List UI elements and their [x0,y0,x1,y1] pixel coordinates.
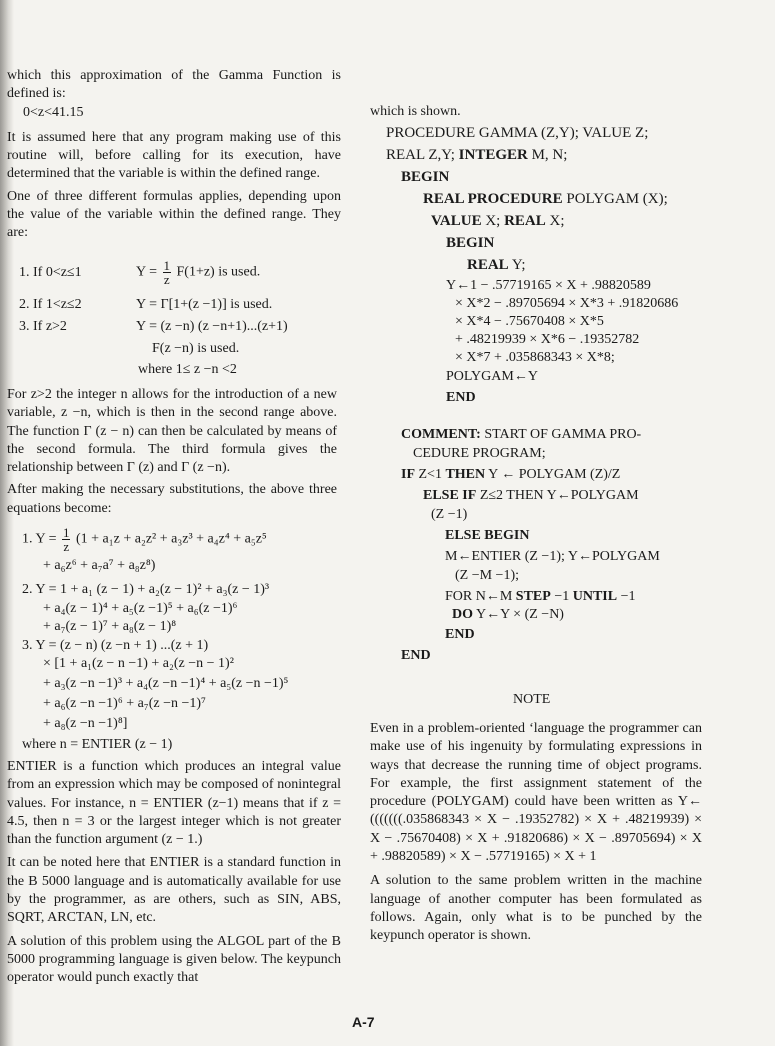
code-line-5 [431,213,565,230]
code-token: FOR N←M [445,589,513,604]
code-keyword: REAL PROCEDURE [423,191,563,207]
machine-paragraph: A solution to the same problem written in the machine language of another computer has been formulated as follows. Again, only what is to be punched by the keypunch operator is shown. [370,873,702,944]
code-keyword: THEN [445,467,486,482]
code-keyword: ELSE IF [423,488,477,503]
code-token: Y ← POLYGAM (Z)/Z [488,467,621,482]
intro-text: which this approximation of the Gamma Function is defined is: [7,68,341,102]
code-token: Y←Y × (Z −N) [475,607,564,622]
code-keyword: UNTIL [572,589,618,604]
code-line-20: ELSE BEGIN [445,528,530,543]
code-keyword: VALUE [431,213,482,229]
equation-3-where: where n = ENTIER (z − 1) [22,737,173,752]
para-n: For z>2 the integer n allows for the introduction of a new variable, z −n, which is then in the second range above. The function Γ (z − n) can then be calculated by means of the second formula. The third formula gives the relationship between Γ (z) and Γ (z −n). [7,387,337,476]
code-keyword: STEP [515,589,551,604]
one-of-paragraph: One of three different formulas applies, depending upon the value of the variable within the defined range. They are: [7,188,341,241]
formula-3-where: where 1≤ z −n <2 [138,362,237,377]
assume-paragraph: It is assumed here that any program making use of this routine will, before calling for its execution, have determined that the variable is within the defined range. [7,129,341,182]
code-keyword: IF [401,467,415,482]
code-line-14: END [446,390,476,405]
code-token: POLYGAM (X); [566,191,668,207]
entier-paragraph: ENTIER is a function which produces an integral value from an expression which may be composed of nonintegral values. For instance, n = ENTIER (z−1) means that if z = 4.5, then n = 3 or the largest integer which is not greater than the function argument (z − 1.) [7,759,341,848]
formula-1 [136,259,260,286]
code-token: REAL Z,Y; [386,147,455,163]
code-line-22: (Z −M −1); [455,568,520,583]
code-line-13: POLYGAM←Y [446,369,538,384]
formula-2: Y = Γ[1+(z −1)] is used. [136,297,273,312]
code-token: Z<1 [418,467,442,482]
code-line-24 [452,607,564,623]
code-line-4 [423,191,668,208]
equation-3-cont1: × [1 + a₁(z − n −1) + a₂(z −n − 1)² [43,656,234,671]
code-line-7 [467,257,526,274]
right-column-bottom [370,720,702,946]
code-line-6: BEGIN [446,235,495,251]
code-line-8: Y←1 − .57719165 × X + .98820589 [446,278,651,293]
code-token: X; [549,213,565,229]
code-token: X; [485,213,501,229]
code-line-26: END [401,648,431,663]
equation-2-cont1: + a₄(z − 1)⁴ + a₅(z −1)⁵ + a₆(z −1)⁶ [43,601,238,616]
code-line-10: × X*4 − .75670408 × X*5 [455,314,604,329]
formula-1-lhs: Y = [136,264,157,280]
fraction-numerator: 1 [62,525,70,540]
code-line-1: PROCEDURE GAMMA (Z,Y); VALUE Z; [386,125,649,141]
code-token: −1 [554,589,570,604]
formula-1-fraction [163,259,172,286]
equation-3: 3. Y = (z − n) (z −n + 1) ...(z + 1) [22,638,209,653]
code-keyword: DO [452,607,473,622]
code-token: START OF GAMMA PRO- [484,427,642,442]
equation-1 [22,526,267,553]
equation-3-cont3: + a₆(z −n −1)⁶ + a₇(z −n −1)⁷ [43,696,206,711]
after-paragraph: After making the necessary substitutions, the above three equations become: [7,482,337,516]
formula-1-rhs: F(1+z) is used. [176,264,261,280]
code-keyword: REAL [504,213,546,229]
equation-1-rhs: (1 + a₁z + a₂z² + a₃z³ + a₄z⁴ + a₅z⁵ [75,531,267,547]
code-line-9: × X*2 − .89705694 × X*3 + .91820686 [455,296,679,311]
equation-3-cont4: + a₈(z −n −1)⁸] [43,716,128,731]
note-paragraph: Even in a problem-oriented ‘language the programmer can make use of his ingenuity by formulating expressions in ways that decrease the running time of object programs. For example, the first assignment statement of the procedure (POLYGAM) could have been written as Y← (((((((.035868343 × X − .19352782) × X + .48219939) × X − .75670408) × X + .91820686) × X − .89705694) × X + .98820589) × X − .57719165) × X + 1 [370,721,702,865]
code-line-16: CEDURE PROGRAM; [413,446,546,461]
code-line-23 [445,589,635,605]
formula-3: Y = (z −n) (z −n+1)...(z+1) [136,319,288,334]
formula-2-condition: 2. If 1<z≤2 [19,297,82,312]
code-keyword: REAL [467,257,509,273]
equation-3-cont2: + a₃(z −n −1)³ + a₄(z −n −1)⁴ + a₅(z −n −1)⁵ [43,676,289,691]
code-line-19: (Z −1) [431,507,468,522]
code-token: Z≤2 THEN Y←POLYGAM [479,488,639,503]
code-token: Y; [511,257,526,273]
page-number: A-7 [352,1014,375,1030]
code-line-3: BEGIN [401,169,450,185]
formula-3-line2: F(z −n) is used. [152,341,240,356]
code-line-17 [401,467,620,483]
range-text: 0<z<41.15 [23,104,84,120]
code-keyword: INTEGER [458,147,528,163]
equation-1-cont: + a₆z⁶ + a₇a⁷ + a₈z⁸) [43,558,156,573]
equation-2: 2. Y = 1 + a₁ (z − 1) + a₂(z − 1)² + a₃(z − 1)³ [22,582,270,597]
code-token: M, N; [531,147,568,163]
noted-paragraph: It can be noted here that ENTIER is a standard function in the B 5000 language and is automatically available for use by the programmer, as are others, such as SIN, ABS, SQRT, ARCTAN, LN, etc. [7,855,341,926]
code-line-11: + .48219939 × X*6 − .19352782 [455,332,640,347]
code-line-12: × X*7 + .035868343 × X*8; [455,350,615,365]
equation-1-fraction [62,526,71,553]
note-heading: NOTE [513,692,551,707]
code-line-18 [423,488,639,504]
left-column-bottom [7,758,341,988]
formula-1-condition: 1. If 0<z≤1 [19,265,82,280]
code-line-2 [386,147,567,164]
code-line-21: M←ENTIER (Z −1); Y←POLYGAM [445,549,660,564]
code-keyword: COMMENT: [401,427,481,442]
shown-text: which is shown. [370,104,461,119]
fraction-numerator: 1 [163,258,170,273]
code-line-25: END [445,627,475,642]
equation-1-lhs: 1. Y = [22,531,57,547]
solution-paragraph: A solution of this problem using the ALGOL part of the B 5000 programming language is given below. The keypunch operator would punch exactly that [7,933,341,986]
equation-2-cont2: + a₇(z − 1)⁷ + a₈(z − 1)⁸ [43,619,177,634]
code-token: −1 [620,589,636,604]
fraction-denominator: z [163,272,170,287]
formula-3-condition: 3. If z>2 [19,319,67,334]
left-column [7,67,341,243]
code-line-15 [401,427,641,443]
fraction-denominator: z [63,539,70,554]
left-column-middle [7,386,337,518]
